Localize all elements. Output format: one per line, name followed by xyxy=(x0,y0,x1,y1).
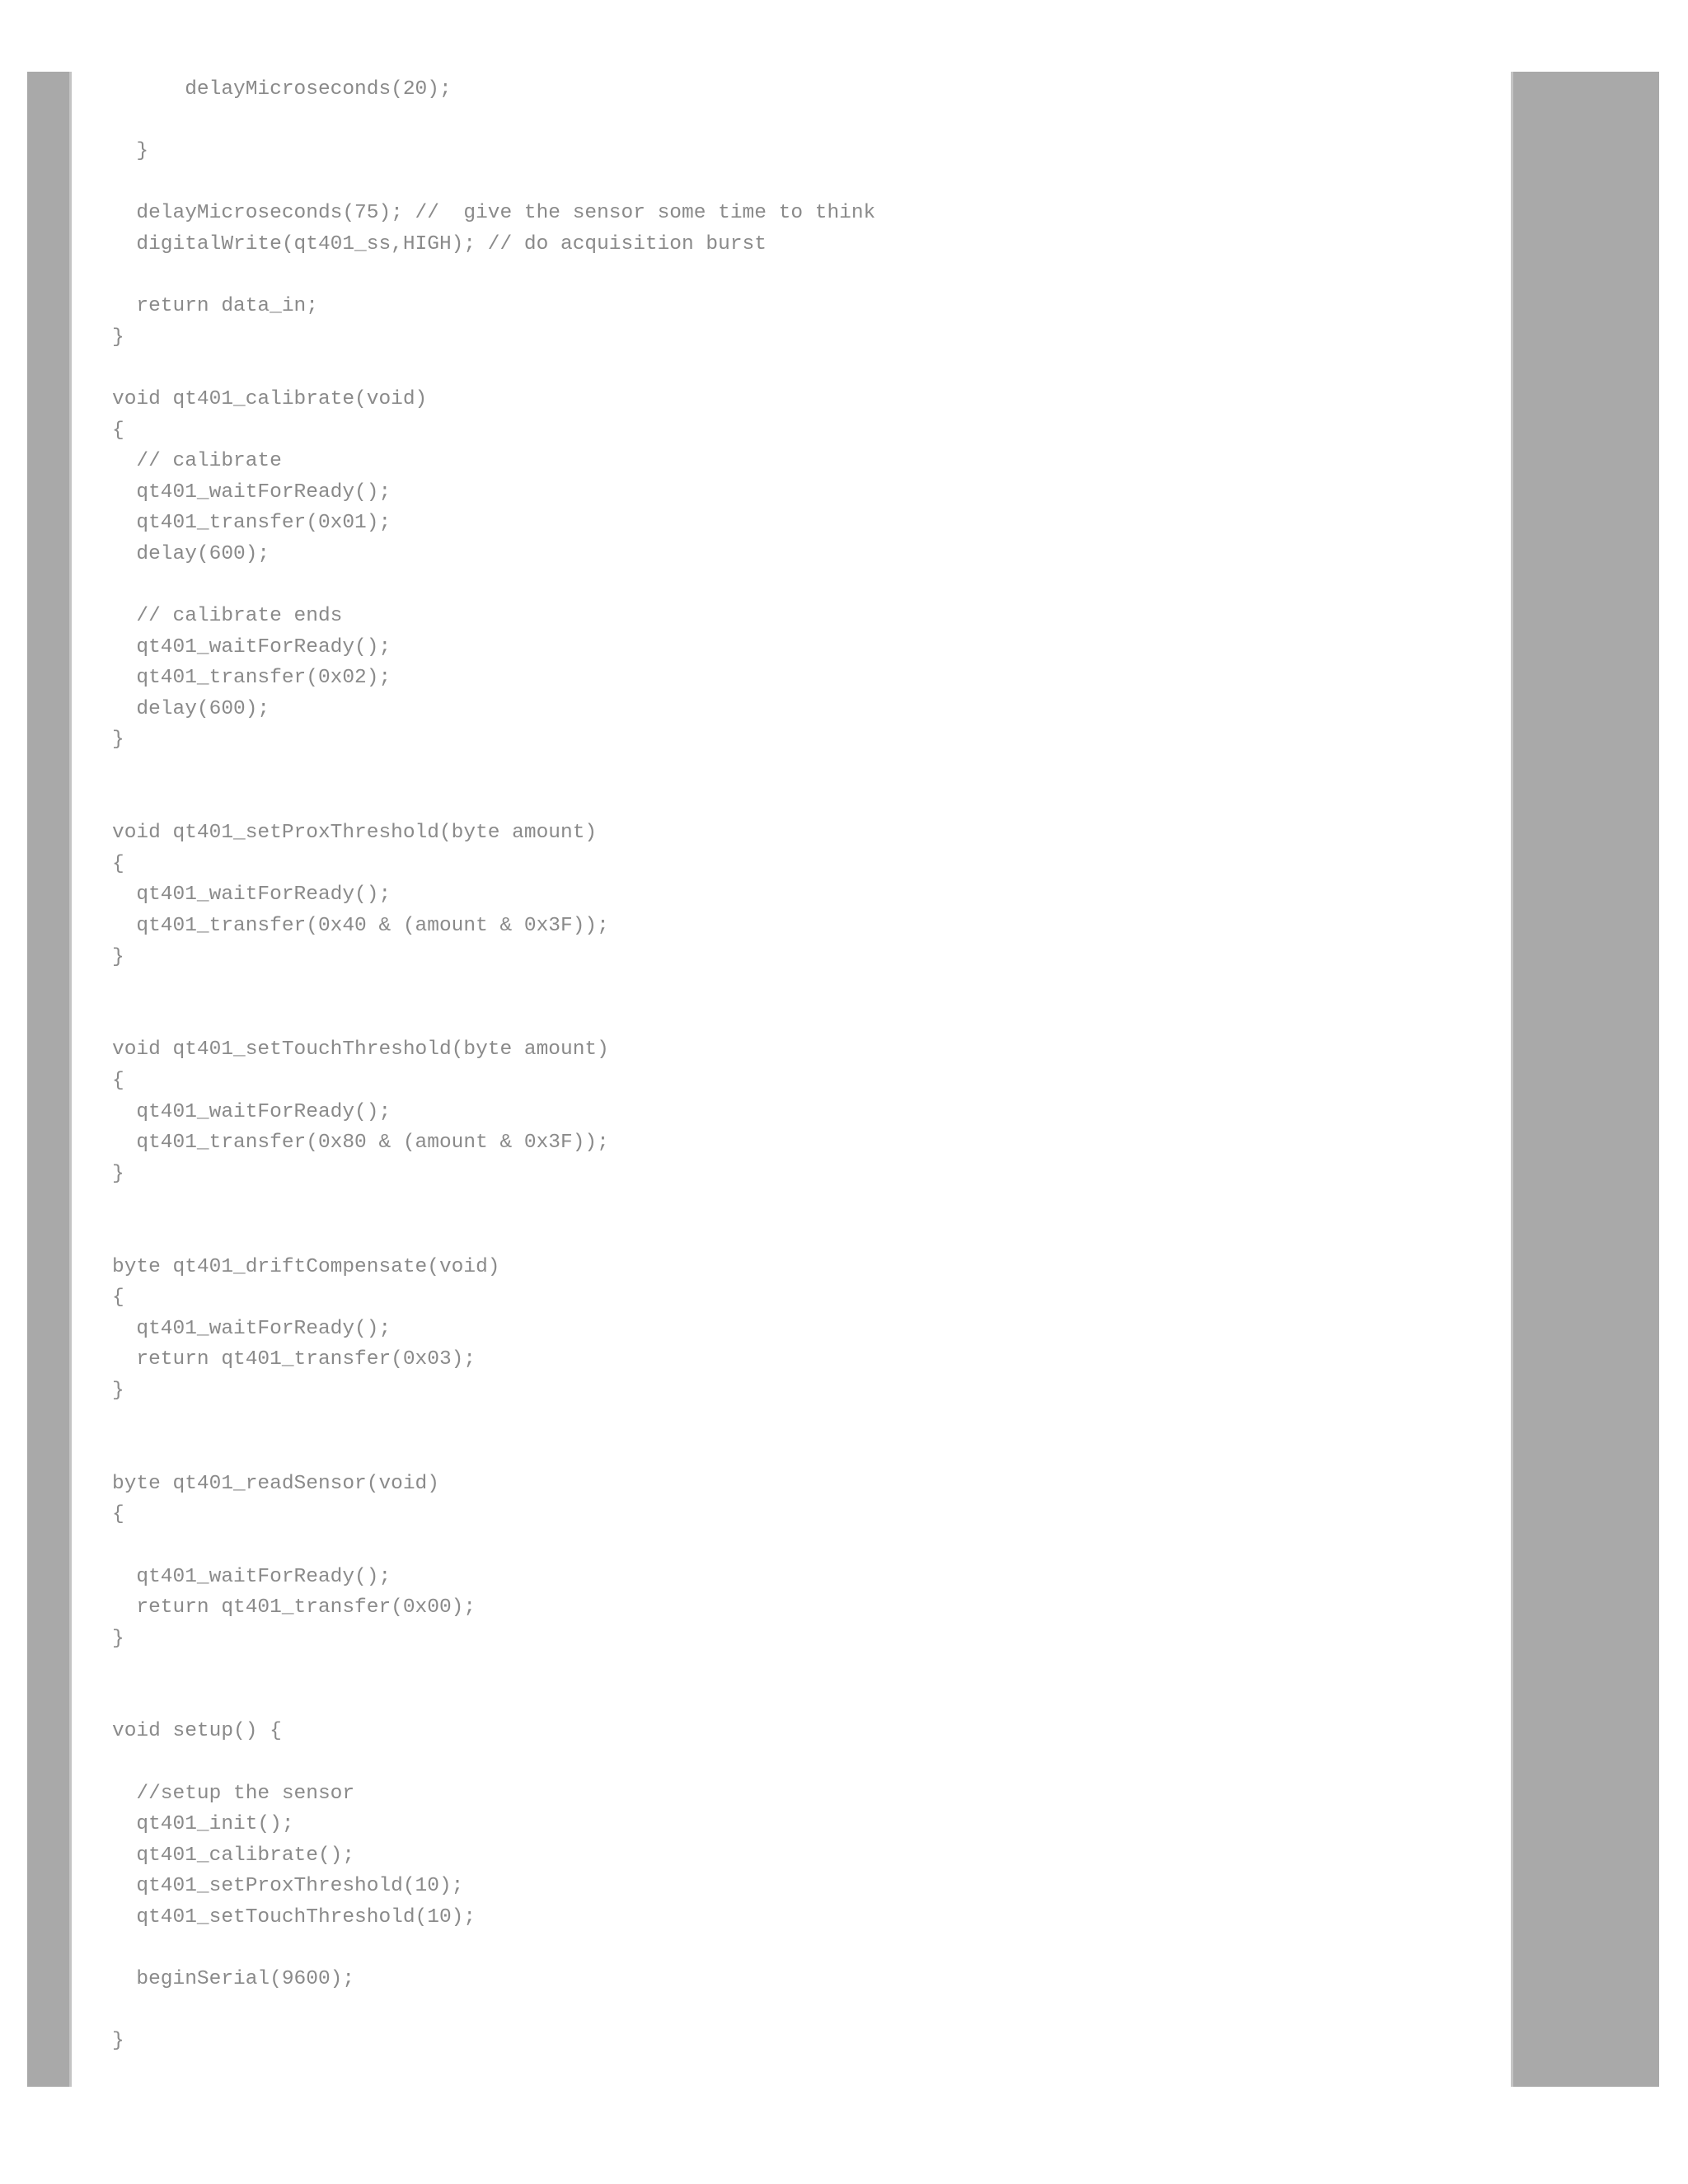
left-margin-bar xyxy=(27,72,69,2087)
code-line: return qt401_transfer(0x00); xyxy=(112,1596,476,1619)
code-line xyxy=(112,1407,1497,1438)
code-line: qt401_setProxThreshold(10); xyxy=(112,1875,464,1898)
code-line: qt401_transfer(0x01); xyxy=(112,512,392,535)
code-line: qt401_setTouchThreshold(10); xyxy=(112,1906,476,1929)
code-line xyxy=(112,1685,1497,1717)
code-line: qt401_waitForReady(); xyxy=(112,635,392,658)
code-line: } xyxy=(112,2030,124,2053)
code-line: delayMicroseconds(75); // give the sensor some time to think xyxy=(112,202,876,225)
code-line: return qt401_transfer(0x03); xyxy=(112,1348,476,1371)
code-line: //setup the sensor xyxy=(112,1782,355,1805)
code-line: qt401_waitForReady(); xyxy=(112,1317,392,1340)
code-line: qt401_waitForReady(); xyxy=(112,1100,392,1123)
code-line: delay(600); xyxy=(112,542,270,565)
code-line: byte qt401_readSensor(void) xyxy=(112,1472,439,1495)
code-line xyxy=(112,972,1497,1004)
code-line xyxy=(112,167,1497,199)
code-line: } xyxy=(112,326,124,349)
code-line: qt401_waitForReady(); xyxy=(112,883,392,907)
right-margin-bar xyxy=(1513,72,1659,2087)
code-line: } xyxy=(112,1627,124,1650)
code-line xyxy=(112,1189,1497,1221)
code-line: } xyxy=(112,729,124,752)
code-line xyxy=(112,1530,1497,1562)
code-line xyxy=(112,1437,1497,1469)
code-line: } xyxy=(112,1162,124,1185)
code-line: { xyxy=(112,1286,124,1310)
code-line: delayMicroseconds(20); xyxy=(112,78,452,101)
code-line xyxy=(112,105,1497,137)
code-line: qt401_init(); xyxy=(112,1813,294,1836)
code-line: qt401_waitForReady(); xyxy=(112,480,392,504)
code-line: } xyxy=(112,140,149,163)
code-line xyxy=(112,756,1497,787)
code-line xyxy=(112,1933,1497,1965)
code-line: qt401_transfer(0x80 & (amount & 0x3F)); xyxy=(112,1132,609,1155)
code-line: // calibrate xyxy=(112,450,282,473)
code-line: { xyxy=(112,852,124,875)
code-line: { xyxy=(112,1503,124,1526)
code-line: void qt401_setProxThreshold(byte amount) xyxy=(112,822,598,845)
code-line: // calibrate ends xyxy=(112,605,343,628)
code-line: digitalWrite(qt401_ss,HIGH); // do acquisition burst xyxy=(112,232,767,255)
code-listing xyxy=(112,74,1497,2057)
code-line: { xyxy=(112,419,124,442)
code-line xyxy=(112,1221,1497,1252)
code-line xyxy=(112,570,1497,602)
code-line: qt401_transfer(0x40 & (amount & 0x3F)); xyxy=(112,915,609,938)
code-line xyxy=(112,1654,1497,1685)
code-line: beginSerial(9600); xyxy=(112,1968,355,1991)
code-line: return data_in; xyxy=(112,295,318,318)
code-line xyxy=(112,260,1497,292)
code-line: delay(600); xyxy=(112,697,270,720)
code-line: byte qt401_driftCompensate(void) xyxy=(112,1255,500,1278)
code-line: } xyxy=(112,945,124,968)
code-line xyxy=(112,1004,1497,1035)
code-line: qt401_transfer(0x02); xyxy=(112,667,392,690)
code-line: { xyxy=(112,1070,124,1092)
left-margin-bar-edge xyxy=(69,72,72,2087)
code-line xyxy=(112,1747,1497,1779)
code-line xyxy=(112,787,1497,818)
code-line: void setup() { xyxy=(112,1720,282,1743)
code-line: void qt401_calibrate(void) xyxy=(112,387,428,410)
code-line xyxy=(112,1995,1497,2027)
code-line xyxy=(112,353,1497,384)
code-line: } xyxy=(112,1379,124,1402)
code-line: qt401_waitForReady(); xyxy=(112,1565,392,1588)
code-line: void qt401_setTouchThreshold(byte amount) xyxy=(112,1038,609,1062)
code-line: qt401_calibrate(); xyxy=(112,1844,355,1867)
